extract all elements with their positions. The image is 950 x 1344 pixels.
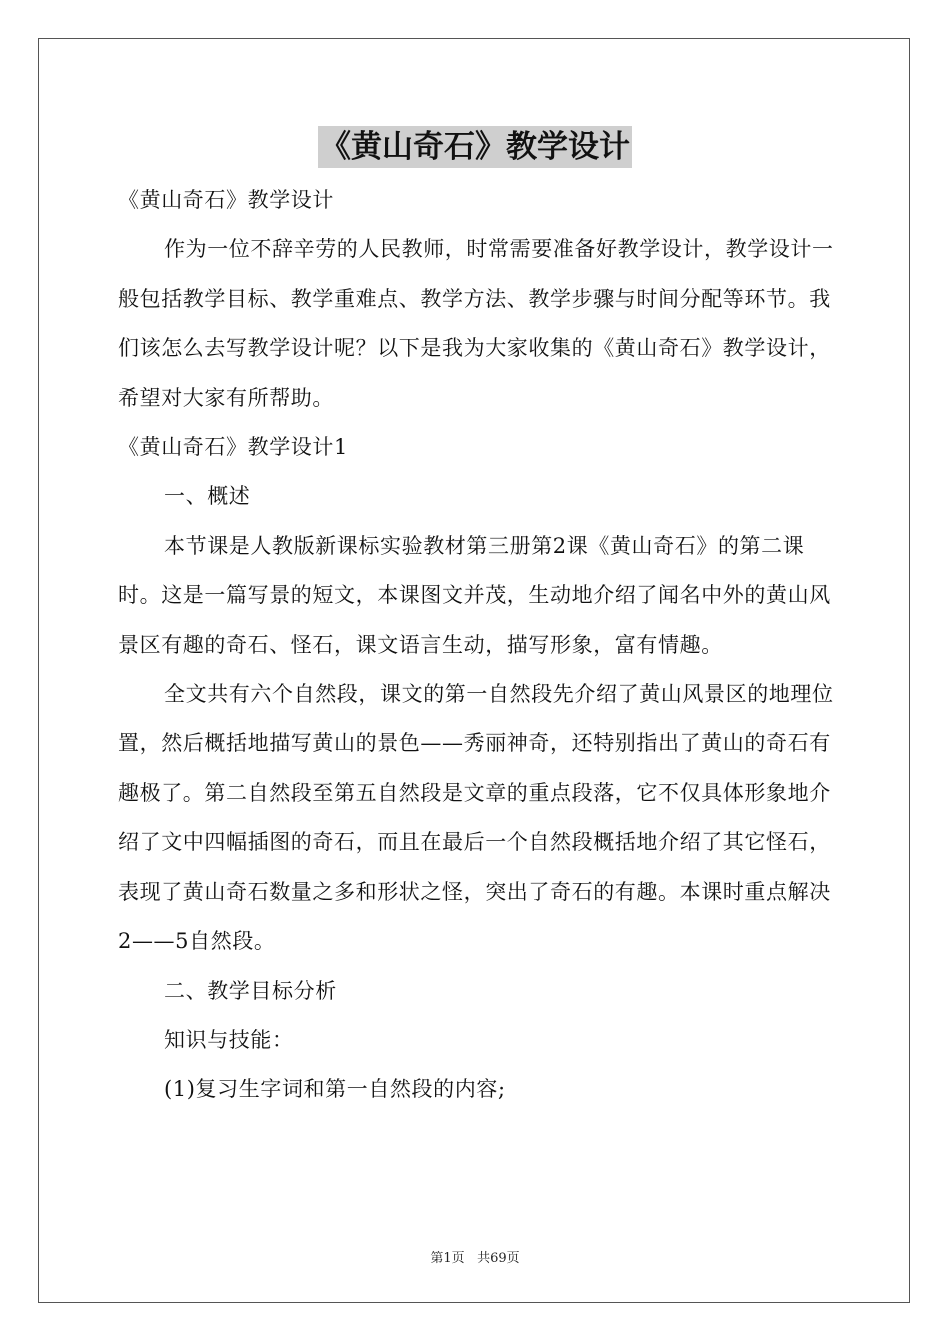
page-total: 共69页 <box>477 1251 520 1266</box>
page-number: 第1页 <box>430 1251 465 1266</box>
document-body <box>118 176 834 1115</box>
paragraph-subtitle: 《黄山奇石》教学设计 <box>118 188 334 212</box>
paragraph-intro: 作为一位不辞辛劳的人民教师，时常需要准备好教学设计，教学设计一般包括教学目标、教学重难点、教学方法、教学步骤与时间分配等环节。我们该怎么去写教学设计呢？以下是我为大家收集的《黄山奇石》教学设计，希望对大家有所帮助。 <box>118 237 834 410</box>
paragraph-section-heading: 《黄山奇石》教学设计1 <box>118 435 348 460</box>
page-footer <box>0 1247 950 1266</box>
paragraph-structure: 全文共有六个自然段，课文的第一自然段先介绍了黄山风景区的地理位置，然后概括地描写黄山的景色——秀丽神奇，还特别指出了黄山的奇石有趣极了。第二自然段至第五自然段是文章的重点段落，它不仅具体形象地介绍了文中四幅插图的奇石，而且在最后一个自然段概括地介绍了其它怪石，表现了黄山奇石数量之多和形状之怪，突出了奇石的有趣。本课时重点解决2——5自然段。 <box>118 682 834 954</box>
page-title: 《黄山奇石》教学设计 <box>318 126 632 168</box>
paragraph-overview: 本节课是人教版新课标实验教材第三册第2课《黄山奇石》的第二课时。这是一篇写景的短文，本课图文并茂，生动地介绍了闻名中外的黄山风景区有趣的奇石、怪石，课文语言生动，描写形象，富有情趣。 <box>118 533 831 657</box>
paragraph-skill-item: (1)复习生字词和第一自然段的内容; <box>164 1077 506 1102</box>
paragraph-goals-heading: 二、教学目标分析 <box>164 978 337 1003</box>
paragraph-skills-label: 知识与技能： <box>164 1027 294 1052</box>
paragraph-overview-heading: 一、概述 <box>164 484 251 509</box>
title-area <box>0 126 950 168</box>
